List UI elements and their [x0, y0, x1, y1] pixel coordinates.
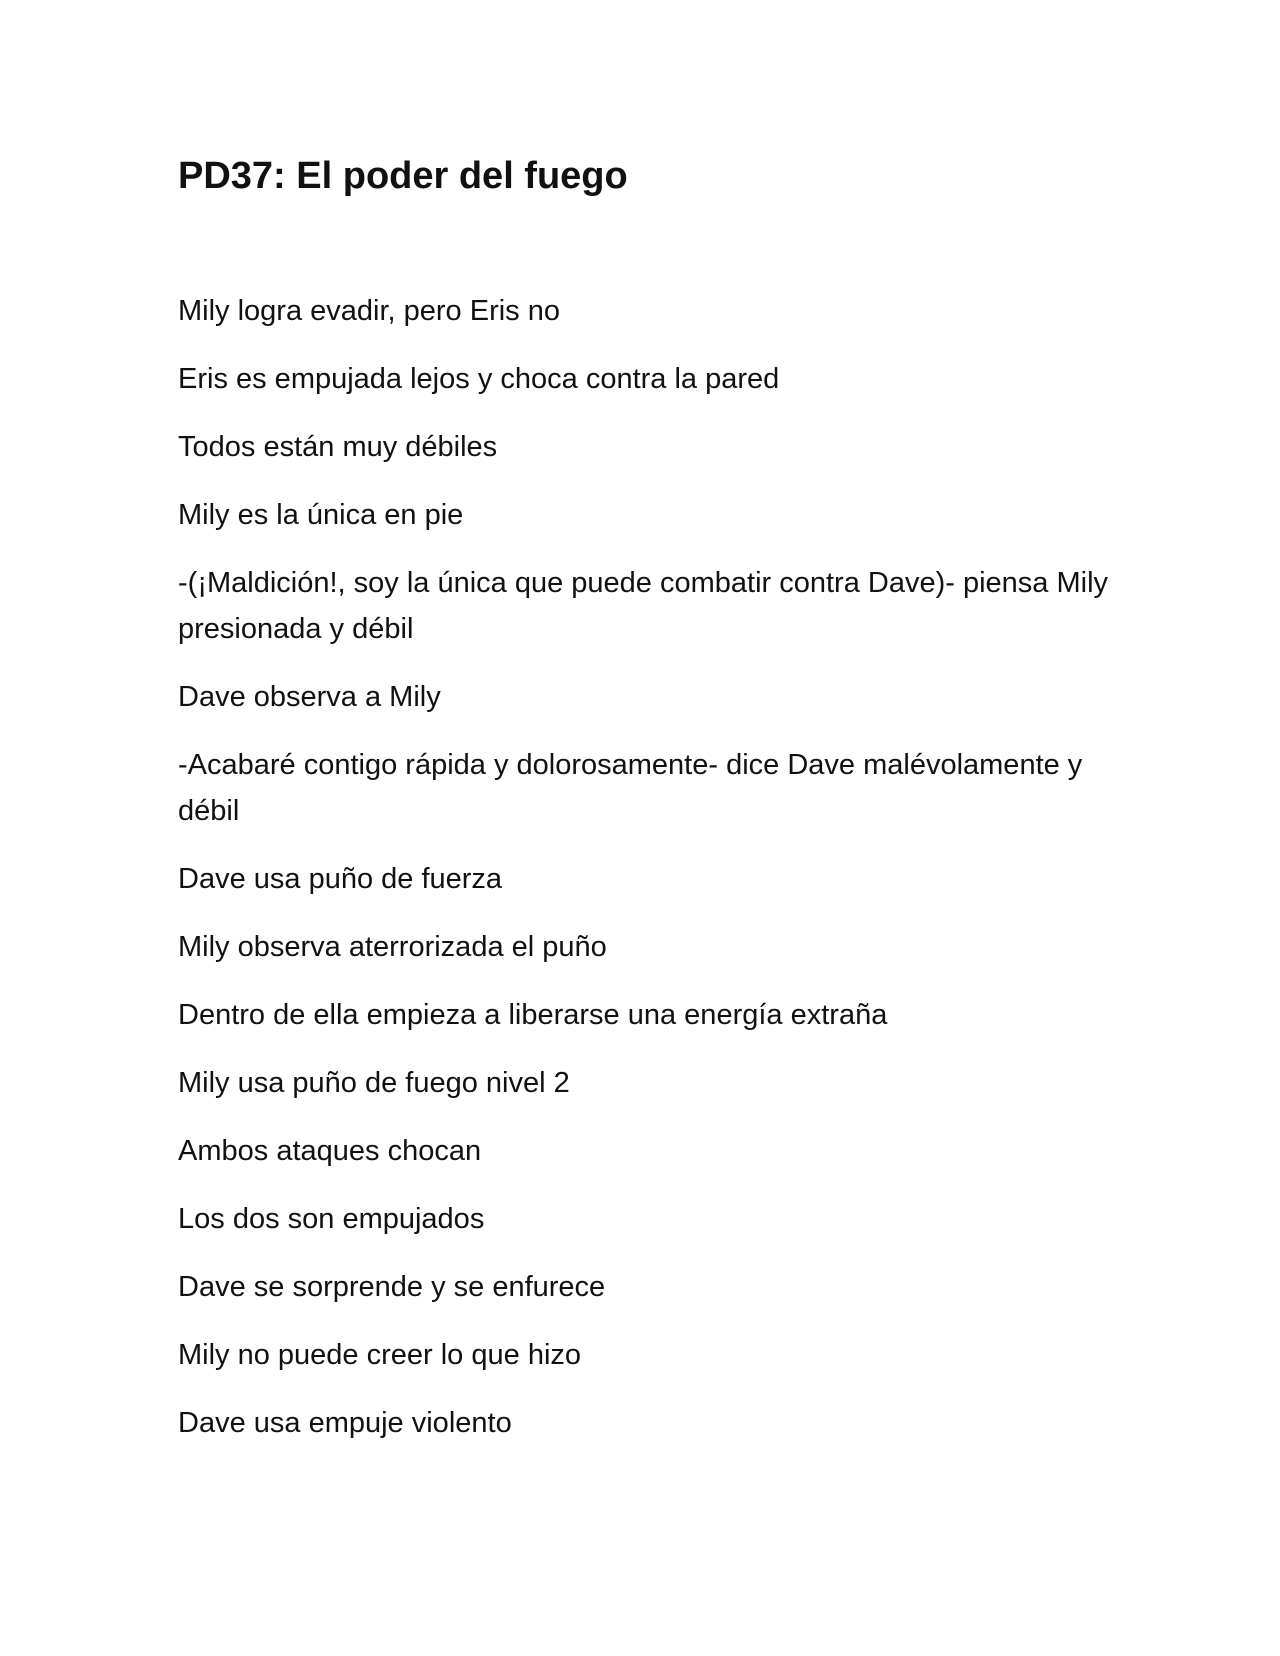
story-line: Mily observa aterrorizada el puño	[178, 931, 607, 963]
story-line: Dentro de ella empieza a liberarse una energía extraña	[178, 999, 888, 1031]
story-line: Mily logra evadir, pero Eris no	[178, 295, 560, 327]
story-line: Dave observa a Mily	[178, 681, 441, 713]
story-lines	[178, 288, 1118, 1446]
document-body	[178, 150, 1118, 1468]
story-line: Ambos ataques chocan	[178, 1135, 482, 1167]
story-line: Mily es la única en pie	[178, 499, 464, 531]
story-line: Eris es empujada lejos y choca contra la pared	[178, 363, 780, 395]
story-line: Mily usa puño de fuego nivel 2	[178, 1067, 570, 1099]
story-line: Dave se sorprende y se enfurece	[178, 1271, 606, 1303]
story-line: Todos están muy débiles	[178, 431, 498, 463]
story-line: Mily no puede creer lo que hizo	[178, 1339, 582, 1371]
story-line: Dave usa empuje violento	[178, 1407, 512, 1439]
document-title: PD37: El poder del fuego	[178, 155, 628, 197]
story-line: -Acabaré contigo rápida y dolorosamente- dice Dave malévolamente y débil	[178, 749, 1083, 827]
story-line: -(¡Maldición!, soy la única que puede combatir contra Dave)- piensa Mily presionada y débil	[178, 567, 1109, 645]
story-line: Dave usa puño de fuerza	[178, 863, 503, 895]
story-line: Los dos son empujados	[178, 1203, 485, 1235]
